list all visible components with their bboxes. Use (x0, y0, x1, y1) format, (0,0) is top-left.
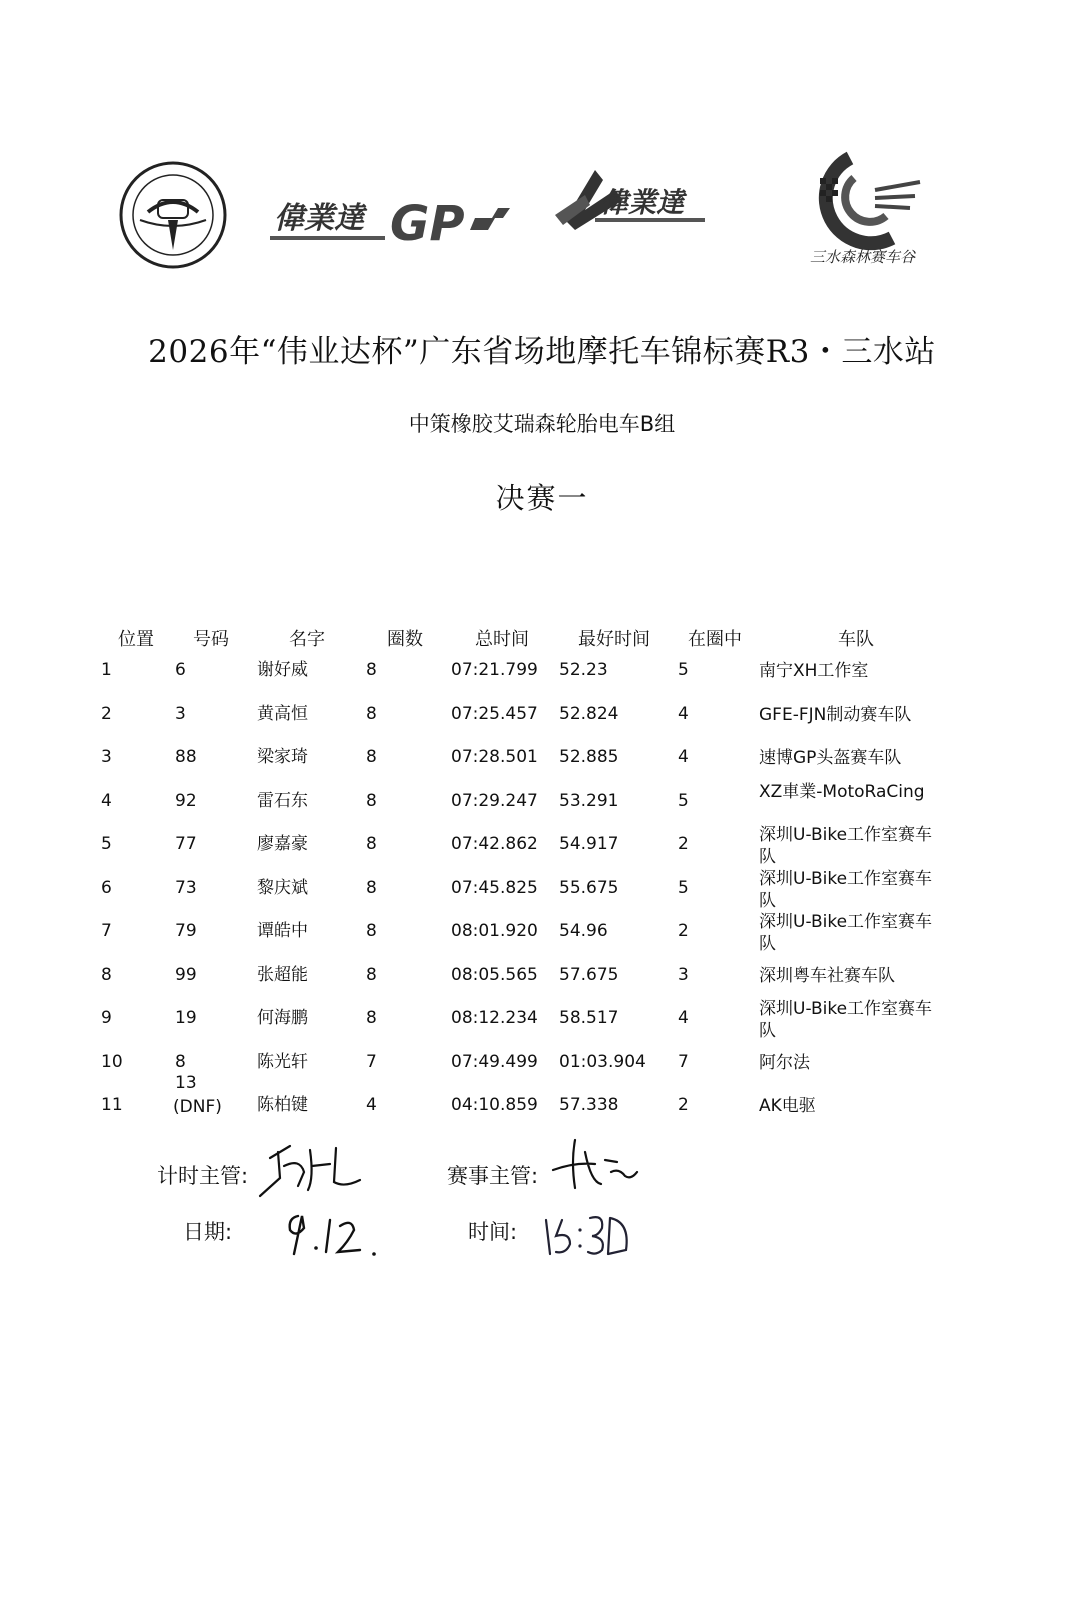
cell-position: 9 (101, 1008, 112, 1028)
cell-in-lap: 5 (678, 790, 689, 811)
race-director-signature (545, 1132, 645, 1197)
cell-rider-name: 陈光轩 (257, 1051, 308, 1072)
cell-position: 11 (101, 1095, 123, 1115)
cell-total-time: 07:21.799 (451, 660, 538, 680)
cell-position: 2 (101, 703, 112, 724)
header-position: 位置 (118, 629, 154, 650)
cell-rider-name: 廖嘉豪 (257, 834, 308, 854)
cell-total-time: 08:12.234 (451, 1008, 538, 1028)
cell-in-lap: 4 (678, 703, 689, 724)
time-label: 时间: (468, 1220, 518, 1244)
cell-team: 速博GP头盔赛车队 (759, 748, 902, 768)
cell-number: 19 (175, 1008, 197, 1028)
cell-number: 92 (175, 790, 197, 811)
cell-position: 7 (101, 921, 112, 941)
cell-team: AK电驱 (759, 1096, 816, 1116)
cell-number: 8 (175, 1051, 186, 1072)
cell-total-time: 04:10.859 (451, 1095, 538, 1115)
header-team: 车队 (838, 629, 874, 650)
cell-rider-name: 雷石东 (257, 790, 308, 811)
time-handwritten (540, 1206, 640, 1261)
cell-in-lap: 2 (678, 921, 689, 941)
cell-laps: 8 (366, 703, 377, 724)
cell-total-time: 07:29.247 (451, 790, 538, 811)
cell-team: 阿尔法 (759, 1052, 810, 1073)
header-total-time: 总时间 (475, 629, 529, 650)
cell-best-time: 52.824 (559, 703, 619, 724)
cell-best-time: 01:03.904 (559, 1051, 646, 1072)
weiyeda-tiger-logo (555, 160, 725, 245)
cell-position: 4 (101, 790, 112, 811)
race-director-label: 赛事主管: (447, 1164, 539, 1188)
cell-rider-name: 张超能 (257, 964, 308, 985)
cell-best-time: 57.675 (559, 964, 619, 985)
cell-total-time: 08:01.920 (451, 921, 538, 941)
sanshui-racing-logo (800, 150, 945, 270)
cell-number: 79 (175, 921, 197, 941)
cell-team: 南宁XH工作室 (759, 661, 869, 681)
cell-in-lap: 7 (678, 1051, 689, 1072)
cell-rider-name: 谭皓中 (257, 921, 308, 941)
header-best-time: 最好时间 (578, 629, 650, 650)
cell-best-time: 58.517 (559, 1008, 619, 1028)
cell-team: 深圳U-Bike工作室赛车队 (759, 825, 933, 867)
cell-total-time: 07:49.499 (451, 1051, 538, 1072)
header-laps: 圈数 (387, 629, 423, 650)
cell-laps: 8 (366, 964, 377, 985)
cell-best-time: 52.23 (559, 660, 608, 680)
cell-number: 77 (175, 834, 197, 854)
weiyeda-gp-logo (270, 188, 520, 258)
round-title: 决赛一 (495, 481, 589, 515)
cell-team: GFE-FJN制动赛车队 (759, 704, 912, 725)
cell-laps: 7 (366, 1051, 377, 1072)
cell-laps: 8 (366, 834, 377, 854)
cell-in-lap: 4 (678, 1008, 689, 1028)
cell-rider-name: 陈柏键 (257, 1095, 308, 1115)
cell-team: XZ車業-MotoRaCing (759, 781, 925, 802)
cell-best-time: 52.885 (559, 747, 619, 767)
cell-rider-name: 何海鹏 (257, 1008, 308, 1028)
header-number: 号码 (193, 629, 229, 650)
cell-position: 1 (101, 660, 112, 680)
cell-total-time: 08:05.565 (451, 964, 538, 985)
cell-in-lap: 5 (678, 660, 689, 680)
cell-position: 6 (101, 877, 112, 898)
cell-number: 88 (175, 747, 197, 767)
date-handwritten (280, 1208, 390, 1263)
cell-laps: 8 (366, 921, 377, 941)
cell-in-lap: 5 (678, 877, 689, 898)
cell-laps: 8 (366, 660, 377, 680)
cell-position: 5 (101, 834, 112, 854)
cell-team: 深圳U-Bike工作室赛车队 (759, 868, 933, 911)
cell-best-time: 54.96 (559, 921, 608, 941)
cell-position: 8 (101, 964, 112, 985)
logo-caption: 三水森林赛车谷 (810, 248, 916, 266)
svg-text:偉業達: 偉業達 (274, 201, 364, 236)
cell-number: 13 (175, 1073, 197, 1093)
cell-laps: 8 (366, 790, 377, 811)
cell-total-time: 07:28.501 (451, 747, 538, 767)
cell-rider-name: 梁家琦 (257, 747, 308, 767)
cell-in-lap: 2 (678, 834, 689, 854)
cell-number: 99 (175, 964, 197, 985)
cell-total-time: 07:42.862 (451, 834, 538, 854)
cell-rider-name: 黄高恒 (257, 703, 308, 724)
cell-number: 73 (175, 877, 197, 898)
cell-laps: 8 (366, 747, 377, 767)
svg-text:偉業達: 偉業達 (600, 186, 685, 219)
cell-total-time: 07:25.457 (451, 703, 538, 724)
page-title: 2026年“伟业达杯”广东省场地摩托车锦标赛R3・三水站 (148, 334, 936, 370)
cell-number: 6 (175, 660, 186, 680)
cell-laps: 8 (366, 877, 377, 898)
cell-in-lap: 3 (678, 964, 689, 985)
cell-in-lap: 4 (678, 747, 689, 767)
cell-laps: 4 (366, 1095, 377, 1115)
cell-position: 3 (101, 747, 112, 767)
cell-rider-name: 谢好威 (257, 660, 308, 680)
cell-position: 10 (101, 1051, 123, 1072)
cell-number-note: (DNF) (173, 1097, 222, 1117)
cell-best-time: 57.338 (559, 1095, 619, 1115)
svg-text:GP: GP (390, 196, 465, 252)
timing-supervisor-signature (250, 1138, 370, 1203)
header-name: 名字 (289, 629, 325, 650)
header-in-lap: 在圈中 (688, 629, 742, 650)
cell-rider-name: 黎庆斌 (257, 877, 308, 898)
cell-team: 深圳U-Bike工作室赛车队 (759, 999, 933, 1041)
cell-best-time: 53.291 (559, 790, 619, 811)
cell-number: 3 (175, 703, 186, 724)
category-subtitle: 中策橡胶艾瑞森轮胎电车B组 (408, 412, 676, 436)
cell-in-lap: 2 (678, 1095, 689, 1115)
cell-laps: 8 (366, 1008, 377, 1028)
cell-team: 深圳U-Bike工作室赛车队 (759, 912, 933, 954)
timing-supervisor-label: 计时主管: (157, 1164, 249, 1188)
date-label: 日期: (183, 1220, 233, 1244)
cell-best-time: 54.917 (559, 834, 619, 854)
cell-team: 深圳粤车社赛车队 (759, 965, 895, 986)
cell-total-time: 07:45.825 (451, 877, 538, 898)
cell-best-time: 55.675 (559, 877, 619, 898)
association-seal-logo (118, 160, 228, 270)
